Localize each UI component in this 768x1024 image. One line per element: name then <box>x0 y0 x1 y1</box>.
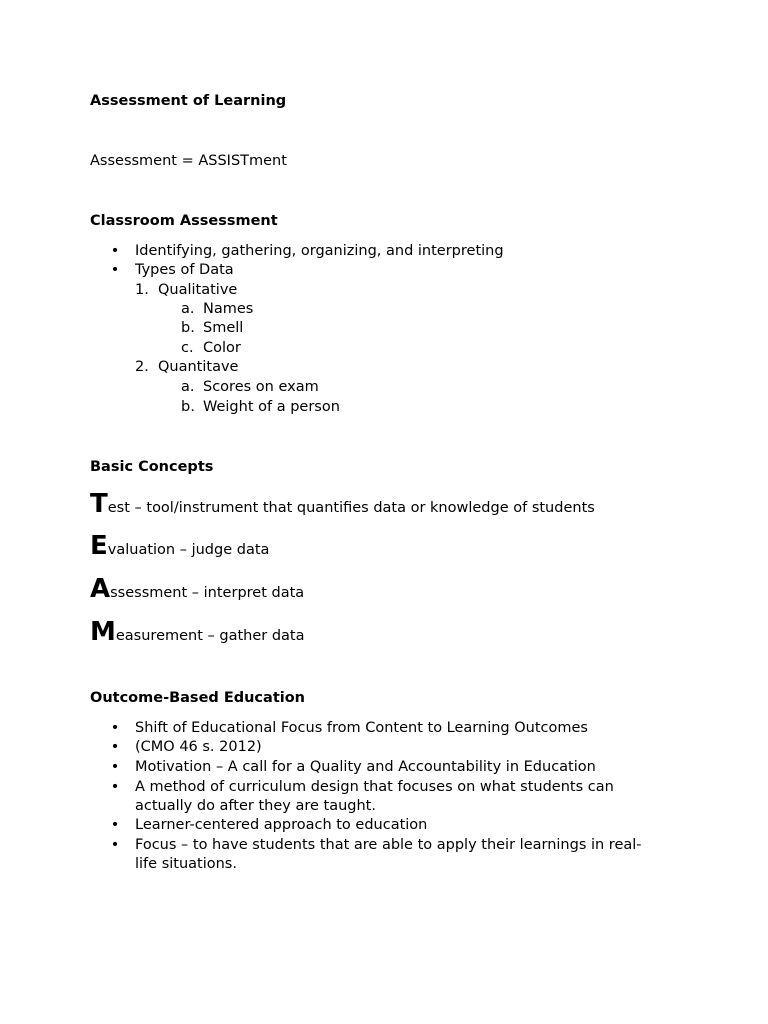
bullet-icon: • <box>110 243 120 259</box>
assessment-equation: Assessment = ASSISTment <box>90 153 287 169</box>
list-item-text: Shift of Educational Focus from Content to Learning Outcomes <box>135 720 588 736</box>
bullet-icon: • <box>110 817 120 833</box>
list-letter: c. <box>181 340 194 356</box>
bullet-icon: • <box>110 739 120 755</box>
list-item-text: Weight of a person <box>203 399 340 415</box>
list-letter: a. <box>181 379 195 395</box>
classroom-assessment-heading: Classroom Assessment <box>90 213 278 229</box>
list-item-text: (CMO 46 s. 2012) <box>135 739 262 755</box>
list-item-text: Focus – to have students that are able to apply their learnings in real- <box>135 837 642 853</box>
list-item-text: Types of Data <box>135 262 234 278</box>
list-letter: b. <box>181 320 195 336</box>
bullet-icon: • <box>110 262 120 278</box>
obe-heading: Outcome-Based Education <box>90 690 306 706</box>
bullet-icon: • <box>110 759 120 775</box>
bullet-icon: • <box>110 779 120 795</box>
list-number: 1. <box>135 282 149 298</box>
list-item-text: Identifying, gathering, organizing, and interpreting <box>135 243 504 259</box>
concept-test <box>90 490 595 518</box>
list-item-text: Names <box>203 301 254 317</box>
document-title: Assessment of Learning <box>90 93 287 109</box>
list-item-text: Quantitave <box>158 359 239 375</box>
list-number: 2. <box>135 359 149 375</box>
concept-evaluation <box>90 532 269 560</box>
list-letter: b. <box>181 399 195 415</box>
basic-concepts-heading: Basic Concepts <box>90 459 214 475</box>
list-item-text-continued: life situations. <box>135 856 237 872</box>
list-item-text: Motivation – A call for a Quality and Accountability in Education <box>135 759 596 775</box>
concept-assessment <box>90 575 304 603</box>
list-item-text: Scores on exam <box>203 379 319 395</box>
concept-initial: E <box>90 531 108 561</box>
list-item-text: Smell <box>203 320 244 336</box>
list-item-text-continued: actually do after they are taught. <box>135 798 376 814</box>
list-item-text: Color <box>203 340 241 356</box>
list-item-text: Learner-centered approach to education <box>135 817 428 833</box>
list-letter: a. <box>181 301 195 317</box>
concept-text: valuation – judge data <box>107 542 270 558</box>
concept-text: ssessment – interpret data <box>110 585 305 601</box>
concept-initial: T <box>90 489 108 519</box>
list-item-text: A method of curriculum design that focuses on what students can <box>135 779 614 795</box>
bullet-icon: • <box>110 837 120 853</box>
concept-initial: M <box>90 617 116 647</box>
concept-initial: A <box>90 574 111 604</box>
concept-text: est – tool/instrument that quantifies data or knowledge of students <box>107 500 595 516</box>
concept-text: easurement – gather data <box>115 628 305 644</box>
bullet-icon: • <box>110 720 120 736</box>
list-item-text: Qualitative <box>158 282 238 298</box>
concept-measurement <box>90 618 305 646</box>
